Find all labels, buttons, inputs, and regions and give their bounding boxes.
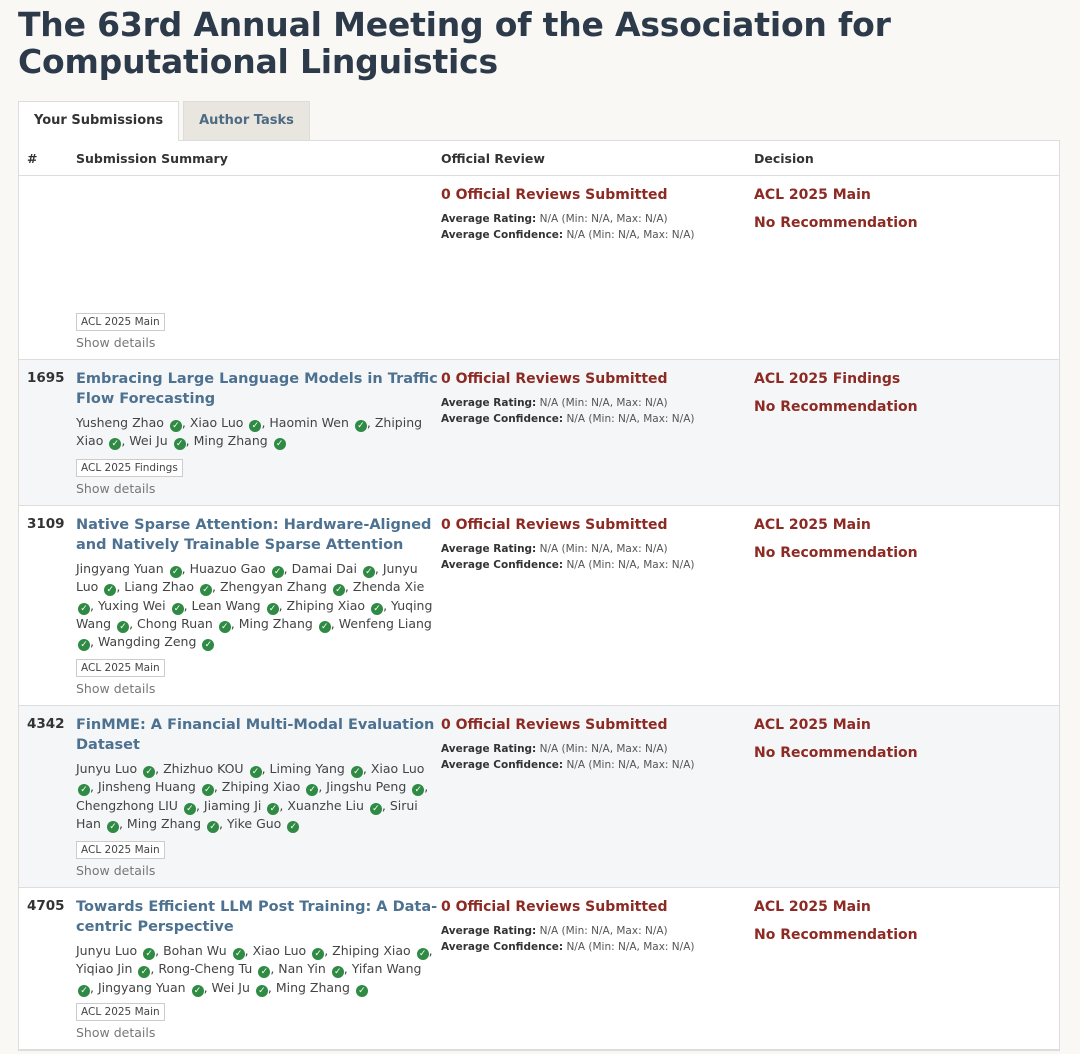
author-name[interactable]: Junyu Luo [76, 761, 138, 776]
official-review-cell [441, 369, 754, 505]
average-rating-value: N/A (Min: N/A, Max: N/A) [539, 743, 668, 755]
author-name[interactable]: Junyu Luo [76, 561, 418, 595]
verified-check-icon: ✓ [78, 985, 90, 997]
average-rating-label: Average Rating: [441, 925, 537, 937]
show-details-link[interactable]: Show details [76, 681, 156, 696]
verified-check-icon: ✓ [192, 985, 204, 997]
official-review-cell [441, 185, 754, 359]
recommendation-status: No Recommendation [754, 927, 918, 943]
verified-check-icon: ✓ [371, 603, 383, 615]
recommendation-status: No Recommendation [754, 745, 918, 761]
verified-check-icon: ✓ [249, 420, 261, 432]
average-confidence-value: N/A (Min: N/A, Max: N/A) [566, 559, 695, 571]
verified-check-icon: ✓ [267, 603, 279, 615]
average-confidence-value: N/A (Min: N/A, Max: N/A) [566, 413, 695, 425]
author-name[interactable]: Yiqiao Jin [76, 961, 133, 977]
author-name[interactable]: Zhiping Xiao [332, 943, 411, 958]
header-number: # [27, 150, 38, 166]
author-name[interactable]: Junyu Luo [76, 943, 138, 958]
submission-number: 4342 [27, 716, 65, 732]
submission-summary [76, 369, 441, 505]
reviews-submitted-link[interactable]: 0 Official Reviews Submitted [441, 899, 668, 915]
submission-title-link[interactable]: Towards Efficient LLM Post Training: A Data-centric Perspective [76, 899, 438, 935]
author-name[interactable]: Yusheng Zhao [76, 415, 164, 430]
verified-check-icon: ✓ [272, 566, 284, 578]
author-name[interactable]: Xiao Luo [370, 761, 425, 776]
venue-badge: ACL 2025 Main [76, 841, 165, 859]
average-rating-label: Average Rating: [441, 743, 537, 755]
decision-cell [754, 897, 1059, 1049]
average-confidence [441, 227, 754, 243]
verified-check-icon: ✓ [117, 621, 129, 633]
verified-check-icon: ✓ [109, 438, 121, 450]
decision-venue: ACL 2025 Main [754, 517, 871, 533]
venue-badge: ACL 2025 Main [76, 659, 165, 677]
table-row [19, 360, 1059, 506]
verified-check-icon: ✓ [332, 966, 344, 978]
verified-check-icon: ✓ [312, 948, 324, 960]
verified-check-icon: ✓ [170, 420, 182, 432]
author-name[interactable]: Chengzhong LIU [76, 797, 178, 813]
average-rating [441, 541, 754, 557]
average-confidence-value: N/A (Min: N/A, Max: N/A) [566, 229, 695, 241]
page-title: The 63rd Annual Meeting of the Association for Computational Linguistics [18, 5, 891, 81]
reviews-submitted-link[interactable]: 0 Official Reviews Submitted [441, 187, 668, 203]
average-rating [441, 395, 754, 411]
author-name[interactable]: Lean Wang [191, 597, 261, 613]
average-confidence-label: Average Confidence: [441, 229, 564, 241]
verified-check-icon: ✓ [256, 985, 268, 997]
verified-check-icon: ✓ [143, 766, 155, 778]
author-name[interactable]: Jingyang Yuan [76, 561, 164, 576]
verified-check-icon: ✓ [417, 948, 429, 960]
decision-venue: ACL 2025 Main [754, 187, 871, 203]
average-rating-value: N/A (Min: N/A, Max: N/A) [539, 397, 668, 409]
recommendation-status: No Recommendation [754, 545, 918, 561]
verified-check-icon: ✓ [143, 948, 155, 960]
author-name[interactable]: Jinsheng Huang [97, 779, 196, 795]
author-name[interactable]: Liming Yang [269, 761, 345, 776]
author-name[interactable]: Xiao Luo [189, 415, 244, 430]
verified-check-icon: ✓ [274, 438, 286, 450]
verified-check-icon: ✓ [202, 639, 214, 651]
decision-cell [754, 185, 1059, 359]
verified-check-icon: ✓ [333, 584, 345, 596]
verified-check-icon: ✓ [184, 803, 196, 815]
decision-venue: ACL 2025 Main [754, 899, 871, 915]
verified-check-icon: ✓ [104, 584, 116, 596]
verified-check-icon: ✓ [250, 766, 262, 778]
venue-badge: ACL 2025 Main [76, 313, 165, 331]
submission-summary [76, 515, 441, 705]
verified-check-icon: ✓ [356, 985, 368, 997]
average-confidence [441, 411, 754, 427]
verified-check-icon: ✓ [306, 784, 318, 796]
average-confidence-label: Average Confidence: [441, 759, 564, 771]
verified-check-icon: ✓ [78, 639, 90, 651]
author-name[interactable]: Zhiping Xiao [221, 779, 301, 795]
author-name[interactable]: Yuxing Wei [97, 597, 166, 613]
submission-number: 4705 [27, 898, 65, 914]
average-rating-value: N/A (Min: N/A, Max: N/A) [539, 543, 668, 555]
table-row [19, 888, 1059, 1050]
verified-check-icon: ✓ [219, 621, 231, 633]
verified-check-icon: ✓ [287, 821, 299, 833]
author-name[interactable]: Xiao Luo [252, 943, 307, 958]
average-rating-label: Average Rating: [441, 543, 537, 555]
author-name[interactable]: Bohan Wu [163, 943, 227, 958]
author-name[interactable]: Wangding Zeng [97, 634, 197, 650]
submission-summary [76, 715, 441, 887]
author-list: Junyu Luo ✓ , Zhizhuo KOU ✓ , Liming Yang ✓ , Xiao Luo ✓ , Jinsheng Huang ✓ , Zhiping Xiao ✓ , Jingshu Peng ✓ , Chengzhong LIU ✓ , Jiaming Ji ✓ , Xuanzhe Liu ✓ , Sirui Han ✓ , Ming Zhang ✓ , Yike Guo ✓ [76, 761, 429, 832]
average-confidence-value: N/A (Min: N/A, Max: N/A) [566, 941, 695, 953]
decision-venue: ACL 2025 Findings [754, 371, 901, 387]
table-header [19, 141, 1059, 176]
author-name[interactable]: Wei Ju [211, 979, 250, 995]
average-rating-label: Average Rating: [441, 397, 537, 409]
author-name[interactable]: Xuanzhe Liu [287, 797, 364, 813]
author-name[interactable]: Zhenda Xie [352, 579, 425, 595]
official-review-cell [441, 515, 754, 705]
verified-check-icon: ✓ [267, 803, 279, 815]
decision-cell [754, 715, 1059, 887]
show-details-link[interactable]: Show details [76, 1025, 156, 1040]
average-rating-value: N/A (Min: N/A, Max: N/A) [539, 213, 668, 225]
reviews-submitted-link[interactable]: 0 Official Reviews Submitted [441, 371, 668, 387]
author-list: Junyu Luo ✓ , Bohan Wu ✓ , Xiao Luo ✓ , Zhiping Xiao ✓ , Yiqiao Jin ✓ , Rong-Cheng Tu ✓ , Nan Yin ✓ , Yifan Wang ✓ , Jingyang Yuan ✓ , Wei Ju ✓ , Ming Zhang ✓ [76, 943, 433, 996]
verified-check-icon: ✓ [78, 603, 90, 615]
submission-title-link[interactable]: Embracing Large Language Models in Traffic Flow Forecasting [76, 371, 438, 407]
author-name[interactable]: Yuqing Wang [76, 597, 433, 631]
author-name[interactable]: Wenfeng Liang [338, 615, 432, 631]
author-name[interactable]: Yifan Wang [351, 961, 422, 977]
header-review: Official Review [441, 150, 545, 166]
table-body [19, 176, 1059, 1050]
table-row [19, 506, 1059, 706]
average-rating [441, 923, 754, 939]
decision-venue: ACL 2025 Main [754, 717, 871, 733]
author-name[interactable]: Zhengyan Zhang [219, 579, 327, 595]
tab-author-tasks[interactable]: Author Tasks [183, 101, 310, 140]
venue-badge: ACL 2025 Findings [76, 459, 183, 477]
show-details-link[interactable]: Show details [76, 481, 156, 496]
official-review-cell [441, 715, 754, 887]
author-name[interactable]: Zhiping Xiao [76, 415, 423, 449]
author-name[interactable]: Wei Ju [129, 433, 168, 449]
average-confidence-label: Average Confidence: [441, 559, 564, 571]
author-name[interactable]: Liang Zhao [124, 579, 194, 595]
average-confidence [441, 939, 754, 955]
average-confidence [441, 757, 754, 773]
verified-check-icon: ✓ [370, 803, 382, 815]
author-name[interactable]: Zhizhuo KOU [163, 761, 244, 776]
verified-check-icon: ✓ [233, 948, 245, 960]
decision-cell [754, 515, 1059, 705]
average-confidence-value: N/A (Min: N/A, Max: N/A) [566, 759, 695, 771]
show-details-link[interactable]: Show details [76, 863, 156, 878]
verified-check-icon: ✓ [207, 821, 219, 833]
average-rating [441, 211, 754, 227]
venue-badge: ACL 2025 Main [76, 1003, 165, 1021]
author-name[interactable]: Chong Ruan [137, 615, 213, 631]
verified-check-icon: ✓ [202, 784, 214, 796]
show-details-link[interactable]: Show details [76, 335, 156, 350]
submission-summary [76, 897, 441, 1049]
author-name[interactable]: Nan Yin [278, 961, 326, 977]
submissions-table [18, 140, 1060, 1051]
verified-check-icon: ✓ [138, 966, 150, 978]
recommendation-status: No Recommendation [754, 215, 918, 231]
author-name[interactable]: Zhiping Xiao [286, 597, 366, 613]
submission-title-link[interactable]: Native Sparse Attention: Hardware-Aligned and Natively Trainable Sparse Attention [76, 517, 432, 553]
average-rating [441, 741, 754, 757]
verified-check-icon: ✓ [107, 821, 119, 833]
verified-check-icon: ✓ [174, 438, 186, 450]
verified-check-icon: ✓ [170, 566, 182, 578]
verified-check-icon: ✓ [319, 621, 331, 633]
average-confidence-label: Average Confidence: [441, 941, 564, 953]
average-confidence-label: Average Confidence: [441, 413, 564, 425]
table-row [19, 706, 1059, 888]
verified-check-icon: ✓ [412, 784, 424, 796]
author-list: Jingyang Yuan ✓ , Huazuo Gao ✓ , Damai Dai ✓ , Junyu Luo ✓ , Liang Zhao ✓ , Zhengyan Zhang ✓ , Zhenda Xie ✓ , Yuxing Wei ✓ , Lean Wang ✓ , Zhiping Xiao ✓ , Yuqing Wang ✓ , Chong Ruan ✓ , Ming Zhang ✓ , Wenfeng Liang ✓ , Wangding Zeng ✓ [76, 561, 433, 651]
tab-bar [18, 101, 1060, 140]
author-name[interactable]: Jingyang Yuan [97, 979, 186, 995]
author-name[interactable]: Damai Dai [291, 561, 357, 576]
decision-cell [754, 369, 1059, 505]
submission-number: 3109 [27, 516, 65, 532]
reviews-submitted-link[interactable]: 0 Official Reviews Submitted [441, 517, 668, 533]
verified-check-icon: ✓ [172, 603, 184, 615]
verified-check-icon: ✓ [351, 766, 363, 778]
submission-number: 1695 [27, 370, 65, 386]
verified-check-icon: ✓ [363, 566, 375, 578]
author-name[interactable]: Yike Guo [226, 815, 282, 831]
verified-check-icon: ✓ [355, 420, 367, 432]
header-summary: Submission Summary [76, 150, 228, 166]
author-list: Yusheng Zhao ✓ , Xiao Luo ✓ , Haomin Wen ✓ , Zhiping Xiao ✓ , Wei Ju ✓ , Ming Zhang ✓ [76, 415, 423, 450]
reviews-submitted-link[interactable]: 0 Official Reviews Submitted [441, 717, 668, 733]
author-name[interactable]: Rong-Cheng Tu [158, 961, 253, 977]
verified-check-icon: ✓ [78, 784, 90, 796]
author-name[interactable]: Ming Zhang [193, 433, 268, 449]
author-name[interactable]: Jingshu Peng [326, 779, 407, 795]
average-confidence [441, 557, 754, 573]
submission-summary [76, 185, 441, 359]
author-name[interactable]: Ming Zhang [126, 815, 202, 831]
table-row [19, 176, 1059, 360]
submission-number [19, 185, 76, 359]
author-name[interactable]: Ming Zhang [238, 615, 313, 631]
author-name[interactable]: Ming Zhang [275, 979, 350, 995]
author-name[interactable]: Sirui Han [76, 797, 418, 831]
header-decision: Decision [754, 150, 814, 166]
average-rating-value: N/A (Min: N/A, Max: N/A) [539, 925, 668, 937]
verified-check-icon: ✓ [258, 966, 270, 978]
author-name[interactable]: Huazuo Gao [189, 561, 266, 576]
official-review-cell [441, 897, 754, 1049]
author-name[interactable]: Haomin Wen [269, 415, 349, 430]
author-name[interactable]: Jiaming Ji [203, 797, 262, 813]
average-rating-label: Average Rating: [441, 213, 537, 225]
submission-title-link[interactable]: FinMME: A Financial Multi-Modal Evaluation Dataset [76, 717, 435, 753]
recommendation-status: No Recommendation [754, 399, 918, 415]
tab-your-submissions[interactable]: Your Submissions [18, 101, 179, 141]
verified-check-icon: ✓ [200, 584, 212, 596]
